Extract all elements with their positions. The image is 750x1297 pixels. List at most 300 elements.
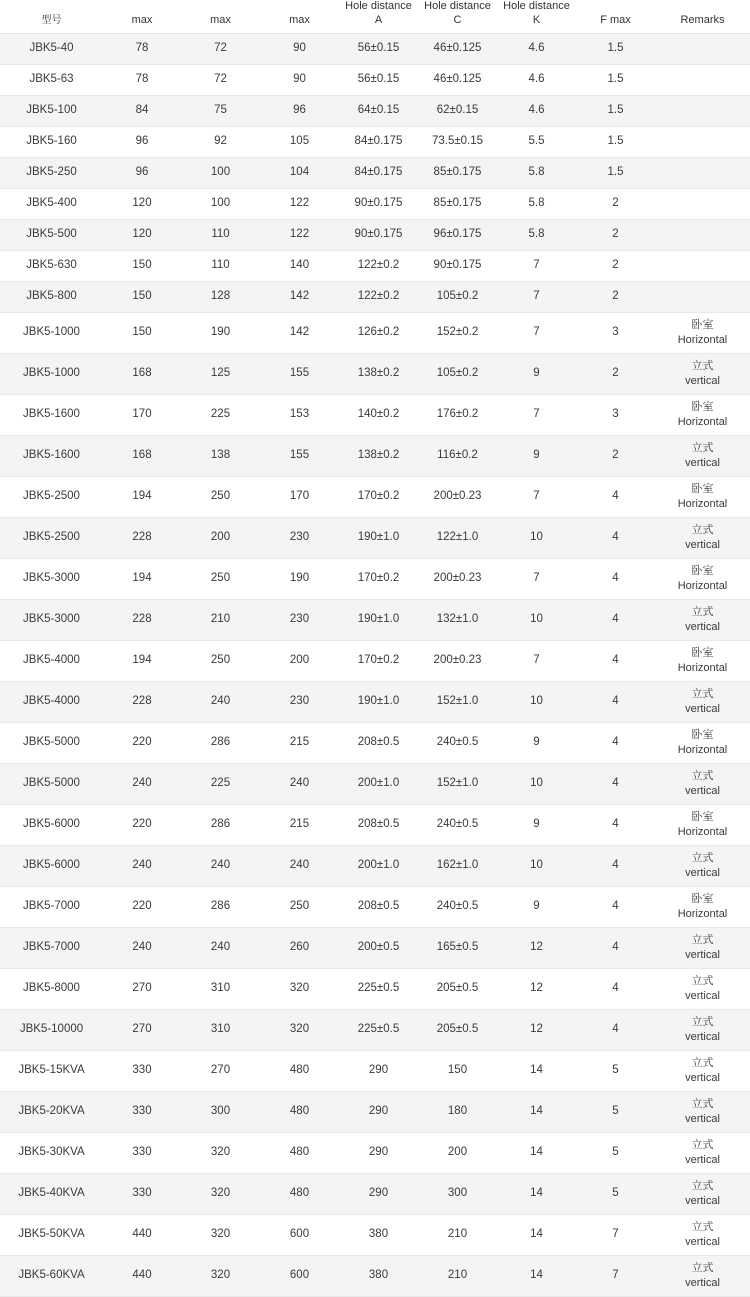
remark-zh: 卧室 (691, 810, 714, 823)
cell-c: 153 (260, 394, 339, 435)
cell-a: 150 (103, 312, 181, 353)
cell-ha: 56±0.15 (339, 33, 418, 64)
column-header-remarks (655, 0, 750, 33)
table-row (0, 250, 750, 281)
cell-b: 250 (181, 558, 260, 599)
cell-f: 4 (576, 886, 655, 927)
cell-hk: 7 (497, 640, 576, 681)
cell-ha: 64±0.15 (339, 95, 418, 126)
cell-c: 320 (260, 1009, 339, 1050)
table-body (0, 33, 750, 1296)
cell-hc: 210 (418, 1214, 497, 1255)
remark-zh: 立式 (691, 359, 714, 372)
cell-b: 75 (181, 95, 260, 126)
cell-a: 168 (103, 353, 181, 394)
cell-c: 142 (260, 312, 339, 353)
cell-model: JBK5-2500 (0, 517, 103, 558)
cell-ha: 380 (339, 1255, 418, 1296)
cell-b: 72 (181, 33, 260, 64)
column-header-sub: max (210, 13, 231, 26)
cell-a: 168 (103, 435, 181, 476)
remark-en: vertical (685, 866, 720, 879)
cell-a: 194 (103, 476, 181, 517)
cell-model: JBK5-40KVA (0, 1173, 103, 1214)
cell-f: 4 (576, 599, 655, 640)
cell-b: 320 (181, 1255, 260, 1296)
cell-ha: 200±1.0 (339, 845, 418, 886)
table-row (0, 517, 750, 558)
cell-hc: 200±0.23 (418, 640, 497, 681)
cell-b: 320 (181, 1173, 260, 1214)
cell-hk: 9 (497, 353, 576, 394)
cell-ha: 170±0.2 (339, 640, 418, 681)
cell-ha: 208±0.5 (339, 722, 418, 763)
cell-a: 220 (103, 804, 181, 845)
cell-remarks (655, 763, 750, 804)
cell-c: 230 (260, 681, 339, 722)
cell-model: JBK5-10000 (0, 1009, 103, 1050)
cell-hk: 7 (497, 558, 576, 599)
remark-zh: 立式 (691, 605, 714, 618)
cell-c: 250 (260, 886, 339, 927)
cell-c: 142 (260, 281, 339, 312)
cell-hc: 200±0.23 (418, 476, 497, 517)
cell-ha: 225±0.5 (339, 1009, 418, 1050)
table-row (0, 1009, 750, 1050)
column-header-en: Hole distance (424, 0, 491, 12)
cell-hk: 7 (497, 476, 576, 517)
cell-c: 104 (260, 157, 339, 188)
table-header-row (0, 0, 750, 33)
cell-c: 480 (260, 1050, 339, 1091)
cell-hk: 10 (497, 845, 576, 886)
cell-c: 122 (260, 188, 339, 219)
cell-model: JBK5-3000 (0, 558, 103, 599)
cell-hc: 105±0.2 (418, 353, 497, 394)
remark-en: vertical (685, 1276, 720, 1289)
cell-model: JBK5-6000 (0, 804, 103, 845)
cell-ha: 225±0.5 (339, 968, 418, 1009)
cell-f: 4 (576, 1009, 655, 1050)
cell-b: 286 (181, 886, 260, 927)
cell-a: 330 (103, 1091, 181, 1132)
table-row (0, 33, 750, 64)
cell-f: 1.5 (576, 95, 655, 126)
cell-ha: 170±0.2 (339, 476, 418, 517)
cell-ha: 190±1.0 (339, 599, 418, 640)
cell-a: 228 (103, 681, 181, 722)
cell-c: 122 (260, 219, 339, 250)
cell-a: 120 (103, 219, 181, 250)
remark-en: vertical (685, 1030, 720, 1043)
cell-c: 215 (260, 804, 339, 845)
remark-zh: 卧室 (691, 646, 714, 659)
remark-en: vertical (685, 784, 720, 797)
cell-hk: 10 (497, 599, 576, 640)
cell-model: JBK5-63 (0, 64, 103, 95)
remark-zh: 立式 (691, 1097, 714, 1110)
cell-f: 4 (576, 640, 655, 681)
cell-ha: 122±0.2 (339, 281, 418, 312)
cell-hk: 14 (497, 1132, 576, 1173)
table-row (0, 95, 750, 126)
cell-remarks (655, 517, 750, 558)
cell-c: 90 (260, 33, 339, 64)
cell-remarks (655, 157, 750, 188)
cell-ha: 84±0.175 (339, 126, 418, 157)
cell-hc: 165±0.5 (418, 927, 497, 968)
table-row (0, 219, 750, 250)
cell-f: 2 (576, 435, 655, 476)
cell-hc: 46±0.125 (418, 33, 497, 64)
cell-remarks (655, 845, 750, 886)
cell-c: 480 (260, 1091, 339, 1132)
cell-model: JBK5-15KVA (0, 1050, 103, 1091)
remark-zh: 立式 (691, 523, 714, 536)
cell-c: 260 (260, 927, 339, 968)
cell-f: 2 (576, 188, 655, 219)
cell-f: 2 (576, 353, 655, 394)
cell-remarks (655, 927, 750, 968)
cell-hc: 73.5±0.15 (418, 126, 497, 157)
remark-zh: 卧室 (691, 564, 714, 577)
remark-zh: 立式 (691, 1179, 714, 1192)
cell-c: 230 (260, 599, 339, 640)
remark-zh: 卧室 (691, 728, 714, 741)
cell-a: 194 (103, 640, 181, 681)
cell-hc: 85±0.175 (418, 188, 497, 219)
cell-f: 5 (576, 1173, 655, 1214)
cell-a: 228 (103, 599, 181, 640)
cell-f: 1.5 (576, 126, 655, 157)
cell-model: JBK5-8000 (0, 968, 103, 1009)
column-header-a (103, 0, 181, 33)
cell-hc: 200 (418, 1132, 497, 1173)
cell-remarks (655, 968, 750, 1009)
cell-remarks (655, 250, 750, 281)
cell-model: JBK5-630 (0, 250, 103, 281)
remark-zh: 卧室 (691, 318, 714, 331)
cell-ha: 190±1.0 (339, 681, 418, 722)
cell-f: 1.5 (576, 64, 655, 95)
cell-hc: 152±0.2 (418, 312, 497, 353)
cell-model: JBK5-4000 (0, 640, 103, 681)
cell-remarks (655, 1132, 750, 1173)
cell-c: 240 (260, 763, 339, 804)
cell-c: 240 (260, 845, 339, 886)
cell-remarks (655, 804, 750, 845)
table-row (0, 558, 750, 599)
table-row (0, 722, 750, 763)
remark-en: vertical (685, 374, 720, 387)
cell-remarks (655, 1214, 750, 1255)
cell-c: 600 (260, 1214, 339, 1255)
cell-hc: 152±1.0 (418, 763, 497, 804)
cell-model: JBK5-800 (0, 281, 103, 312)
table-row (0, 968, 750, 1009)
table-row (0, 886, 750, 927)
cell-remarks (655, 558, 750, 599)
remark-zh: 卧室 (691, 892, 714, 905)
cell-hc: 240±0.5 (418, 886, 497, 927)
cell-ha: 84±0.175 (339, 157, 418, 188)
cell-model: JBK5-1000 (0, 353, 103, 394)
cell-c: 480 (260, 1132, 339, 1173)
cell-model: JBK5-160 (0, 126, 103, 157)
cell-b: 240 (181, 845, 260, 886)
cell-a: 96 (103, 126, 181, 157)
cell-a: 330 (103, 1173, 181, 1214)
cell-model: JBK5-5000 (0, 763, 103, 804)
table-row (0, 763, 750, 804)
remark-zh: 立式 (691, 441, 714, 454)
cell-b: 225 (181, 763, 260, 804)
cell-a: 330 (103, 1050, 181, 1091)
cell-a: 150 (103, 250, 181, 281)
cell-hk: 14 (497, 1091, 576, 1132)
table-row (0, 188, 750, 219)
cell-a: 96 (103, 157, 181, 188)
cell-b: 286 (181, 722, 260, 763)
cell-hc: 122±1.0 (418, 517, 497, 558)
remark-zh: 立式 (691, 769, 714, 782)
cell-remarks (655, 886, 750, 927)
cell-a: 240 (103, 927, 181, 968)
cell-hk: 12 (497, 968, 576, 1009)
cell-model: JBK5-7000 (0, 886, 103, 927)
cell-c: 155 (260, 353, 339, 394)
cell-hc: 150 (418, 1050, 497, 1091)
cell-a: 150 (103, 281, 181, 312)
cell-f: 4 (576, 968, 655, 1009)
cell-b: 225 (181, 394, 260, 435)
cell-b: 286 (181, 804, 260, 845)
cell-hc: 116±0.2 (418, 435, 497, 476)
cell-hc: 85±0.175 (418, 157, 497, 188)
cell-c: 230 (260, 517, 339, 558)
column-header-hc (418, 0, 497, 33)
column-header-sub: max (289, 13, 310, 26)
remark-en: vertical (685, 1194, 720, 1207)
remark-zh: 立式 (691, 1220, 714, 1233)
cell-hk: 7 (497, 281, 576, 312)
remark-en: vertical (685, 538, 720, 551)
cell-hk: 5.5 (497, 126, 576, 157)
table-row (0, 1050, 750, 1091)
cell-ha: 208±0.5 (339, 804, 418, 845)
cell-b: 250 (181, 476, 260, 517)
cell-ha: 380 (339, 1214, 418, 1255)
column-header-sub: C (453, 13, 462, 26)
table-row (0, 126, 750, 157)
cell-ha: 126±0.2 (339, 312, 418, 353)
cell-f: 5 (576, 1132, 655, 1173)
remark-zh: 立式 (691, 1138, 714, 1151)
cell-ha: 200±1.0 (339, 763, 418, 804)
column-header-b (181, 0, 260, 33)
remark-zh: 卧室 (691, 482, 714, 495)
cell-b: 300 (181, 1091, 260, 1132)
cell-b: 320 (181, 1214, 260, 1255)
cell-b: 92 (181, 126, 260, 157)
cell-f: 5 (576, 1091, 655, 1132)
table-row (0, 640, 750, 681)
cell-remarks (655, 95, 750, 126)
cell-model: JBK5-2500 (0, 476, 103, 517)
cell-remarks (655, 1173, 750, 1214)
table-row (0, 681, 750, 722)
cell-model: JBK5-250 (0, 157, 103, 188)
cell-hc: 62±0.15 (418, 95, 497, 126)
cell-ha: 290 (339, 1050, 418, 1091)
cell-f: 5 (576, 1050, 655, 1091)
table-row (0, 157, 750, 188)
cell-hk: 10 (497, 517, 576, 558)
table-row (0, 845, 750, 886)
cell-hk: 7 (497, 250, 576, 281)
cell-model: JBK5-20KVA (0, 1091, 103, 1132)
table-row (0, 394, 750, 435)
remark-zh: 立式 (691, 851, 714, 864)
remark-en: vertical (685, 702, 720, 715)
cell-b: 110 (181, 250, 260, 281)
cell-b: 190 (181, 312, 260, 353)
cell-model: JBK5-3000 (0, 599, 103, 640)
cell-ha: 122±0.2 (339, 250, 418, 281)
cell-remarks (655, 353, 750, 394)
cell-f: 4 (576, 517, 655, 558)
cell-remarks (655, 1091, 750, 1132)
remark-en: vertical (685, 456, 720, 469)
cell-f: 7 (576, 1255, 655, 1296)
table-row (0, 927, 750, 968)
cell-b: 250 (181, 640, 260, 681)
table-row (0, 312, 750, 353)
column-header-sub: K (532, 13, 541, 26)
remark-zh: 立式 (691, 974, 714, 987)
cell-hc: 240±0.5 (418, 804, 497, 845)
table-row (0, 804, 750, 845)
cell-f: 4 (576, 804, 655, 845)
cell-hk: 12 (497, 927, 576, 968)
table-row (0, 1214, 750, 1255)
cell-ha: 56±0.15 (339, 64, 418, 95)
cell-b: 200 (181, 517, 260, 558)
table-row (0, 1132, 750, 1173)
remark-zh: 立式 (691, 1261, 714, 1274)
cell-c: 105 (260, 126, 339, 157)
cell-model: JBK5-1000 (0, 312, 103, 353)
column-header-en: Remarks (680, 13, 725, 26)
cell-hk: 4.6 (497, 33, 576, 64)
cell-f: 1.5 (576, 33, 655, 64)
cell-f: 4 (576, 722, 655, 763)
cell-hc: 176±0.2 (418, 394, 497, 435)
remark-en: Horizontal (677, 661, 728, 674)
cell-hk: 10 (497, 763, 576, 804)
table-row (0, 64, 750, 95)
column-header-c (260, 0, 339, 33)
cell-f: 7 (576, 1214, 655, 1255)
cell-hk: 10 (497, 681, 576, 722)
cell-remarks (655, 476, 750, 517)
remark-en: vertical (685, 948, 720, 961)
cell-model: JBK5-100 (0, 95, 103, 126)
cell-remarks (655, 219, 750, 250)
cell-hc: 96±0.175 (418, 219, 497, 250)
cell-remarks (655, 64, 750, 95)
column-header-zh: 型号 (41, 15, 62, 26)
remark-en: Horizontal (677, 415, 728, 428)
cell-model: JBK5-1600 (0, 435, 103, 476)
cell-hk: 7 (497, 312, 576, 353)
cell-hc: 132±1.0 (418, 599, 497, 640)
cell-remarks (655, 1255, 750, 1296)
cell-hc: 205±0.5 (418, 968, 497, 1009)
cell-model: JBK5-7000 (0, 927, 103, 968)
cell-hk: 9 (497, 804, 576, 845)
cell-a: 84 (103, 95, 181, 126)
remark-en: Horizontal (677, 907, 728, 920)
cell-hc: 105±0.2 (418, 281, 497, 312)
cell-remarks (655, 599, 750, 640)
table-row (0, 1255, 750, 1296)
cell-hc: 162±1.0 (418, 845, 497, 886)
cell-f: 4 (576, 476, 655, 517)
cell-hk: 5.8 (497, 219, 576, 250)
cell-b: 210 (181, 599, 260, 640)
column-header-sub: A (374, 13, 383, 26)
cell-hk: 14 (497, 1050, 576, 1091)
cell-hc: 240±0.5 (418, 722, 497, 763)
table-row (0, 435, 750, 476)
column-header-f (576, 0, 655, 33)
cell-c: 480 (260, 1173, 339, 1214)
cell-a: 240 (103, 845, 181, 886)
cell-hk: 12 (497, 1009, 576, 1050)
cell-ha: 90±0.175 (339, 188, 418, 219)
table-row (0, 281, 750, 312)
remark-zh: 立式 (691, 1015, 714, 1028)
cell-model: JBK5-40 (0, 33, 103, 64)
remark-en: vertical (685, 1153, 720, 1166)
cell-a: 194 (103, 558, 181, 599)
table-row (0, 599, 750, 640)
cell-b: 138 (181, 435, 260, 476)
cell-hk: 14 (497, 1173, 576, 1214)
remark-en: vertical (685, 620, 720, 633)
cell-f: 2 (576, 250, 655, 281)
remark-en: vertical (685, 989, 720, 1002)
cell-f: 4 (576, 845, 655, 886)
cell-b: 310 (181, 968, 260, 1009)
remark-en: Horizontal (677, 579, 728, 592)
cell-ha: 90±0.175 (339, 219, 418, 250)
cell-model: JBK5-4000 (0, 681, 103, 722)
cell-a: 270 (103, 1009, 181, 1050)
cell-a: 270 (103, 968, 181, 1009)
cell-remarks (655, 394, 750, 435)
cell-f: 4 (576, 558, 655, 599)
cell-a: 440 (103, 1214, 181, 1255)
cell-remarks (655, 312, 750, 353)
cell-model: JBK5-30KVA (0, 1132, 103, 1173)
cell-hc: 152±1.0 (418, 681, 497, 722)
column-header-model (0, 0, 103, 33)
cell-f: 2 (576, 219, 655, 250)
cell-a: 220 (103, 886, 181, 927)
remark-zh: 卧室 (691, 400, 714, 413)
